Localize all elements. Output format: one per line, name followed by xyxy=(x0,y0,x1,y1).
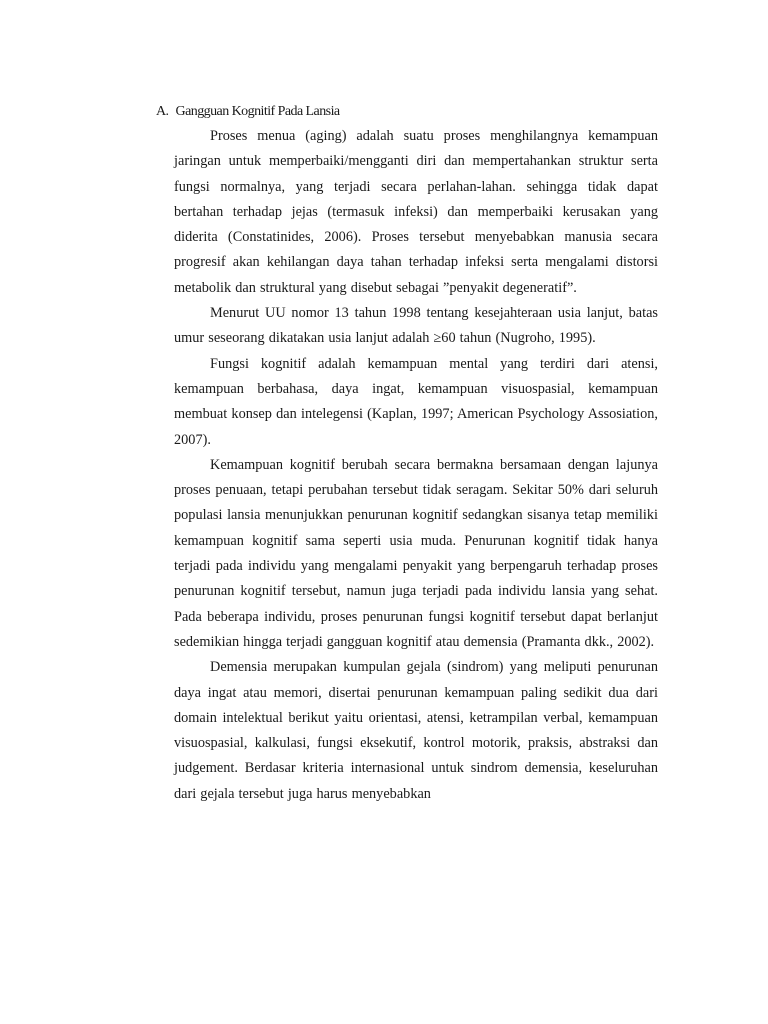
paragraph-dementia: Demensia merupakan kumpulan gejala (sindrom) yang meliputi penurunan daya ingat atau memori, disertai penurunan kemampuan paling sedikit dua dari domain intelektual berikut yaitu orientasi, atensi, ketrampilan verbal, kemampuan visuospasial, kalkulasi, fungsi eksekutif, kontrol motorik, praksis, abstraksi dan judgement. Berdasar kriteria internasional untuk sindrom demensia, keseluruhan dari gejala tersebut juga harus menyebabkan xyxy=(174,659,658,802)
paragraph-cognitive-change: Kemampuan kognitif berubah secara bermakna bersamaan dengan lajunya proses penuaan, tetapi perubahan tersebut tidak seragam. Sekitar 50% dari seluruh populasi lansia menunjukkan penurunan kognitif sedangkan sisanya tetap memiliki kemampuan kognitif sama seperti usia muda. Penurunan kognitif tidak hanya terjadi pada individu yang mengalami penyakit yang berpengaruh terhadap proses penurunan kognitif tersebut, namun juga terjadi pada individu lansia yang sehat. Pada beberapa individu, proses penurunan fungsi kognitif tersebut dapat berlanjut sedemikian hingga terjadi gangguan kognitif atau demensia (Pramanta dkk., 2002). xyxy=(174,456,658,650)
paragraph-cognitive-function: Fungsi kognitif adalah kemampuan mental yang terdiri dari atensi, kemampuan berbahasa, daya ingat, kemampuan visuospasial, kemampuan membuat konsep dan intelegensi (Kaplan, 1997; American Psychology Assosiation, 2007). xyxy=(174,355,658,448)
section-title: Gangguan Kognitif Pada Lansia xyxy=(175,104,340,119)
section-heading xyxy=(156,102,340,122)
paragraph-elderly-age: Menurut UU nomor 13 tahun 1998 tentang kesejahteraan usia lanjut, batas umur seseorang dikatakan usia lanjut adalah ≥60 tahun (Nugroho, 1995). xyxy=(174,305,658,347)
paragraph-aging: Proses menua (aging) adalah suatu proses menghilangnya kemampuan jaringan untuk memperbaiki/mengganti diri dan mempertahankan struktur serta fungsi normalnya, yang terjadi secara perlahan-lahan. sehingga tidak dapat bertahan terhadap jejas (termasuk infeksi) dan memperbaiki kerusakan yang diderita (Constatinides, 2006). Proses tersebut menyebabkan manusia secara progresif akan kehilangan daya tahan terhadap infeksi serta mengalami distorsi metabolik dan struktural yang disebut sebagai ”penyakit degeneratif”. xyxy=(174,128,658,296)
body-text xyxy=(174,124,658,807)
section-letter: A. xyxy=(156,104,169,119)
